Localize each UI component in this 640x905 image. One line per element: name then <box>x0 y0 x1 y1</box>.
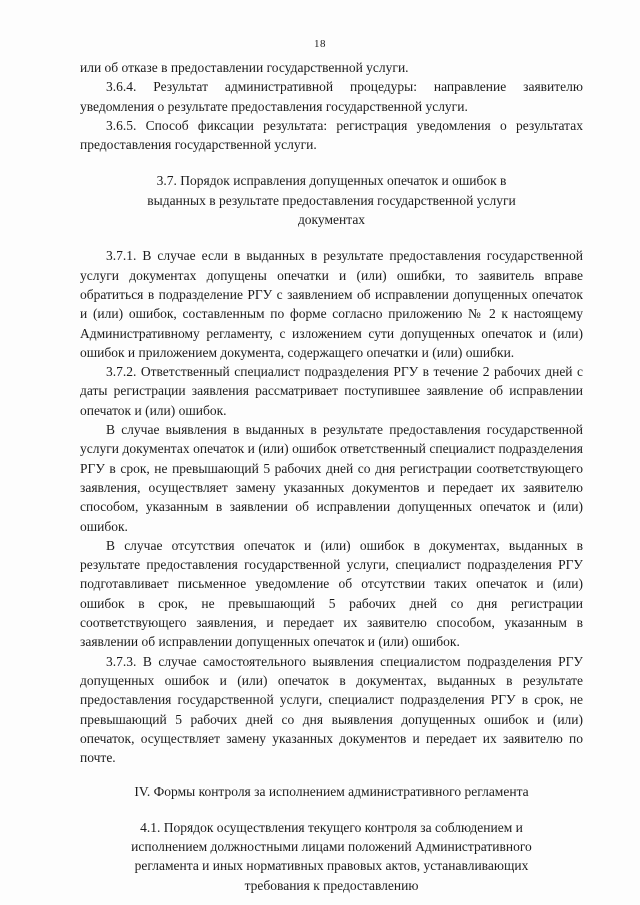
page-number: 18 <box>314 38 326 50</box>
subsection-heading-4-1: 4.1. Порядок осуществления текущего контроля за соблюдением и исполнением должностными лицами положений Административного регламента и иных нормативных правовых актов, устанавливающих требования к предоставлению <box>131 819 532 893</box>
paragraph-3-7-2-no-errors: В случае отсутствия опечаток и (или) ошибок в документах, выданных в результате предоставления государственной услуги, специалист подразделения РГУ подготавливает письменное уведомление об отсутствии таких опечаток и (или) ошибок в срок, не превышающий 5 рабочих дней со дня регистрации соответствующего заявления, и передает их заявителю способом, указанным в заявлении об исправлении допущенных опечаток и (или) ошибок. <box>80 537 583 650</box>
paragraph-continuation: или об отказе в предоставлении государственной услуги. <box>80 60 409 75</box>
paragraph-3-7-1: 3.7.1. В случае если в выданных в результате предоставления государственной услуги документах допущены опечатки и (или) ошибки, то заявитель вправе обратиться в подразделение РГУ с заявлением об исправлении допущенных опечаток и (или) ошибок, составленным по форме согласно приложению № 2 к настоящему Административному регламенту, с изложением сути допущенных опечаток и (или) ошибок и приложением документа, содержащего опечатки и (или) ошибки. <box>80 248 583 360</box>
paragraph-3-6-5: 3.6.5. Способ фиксации результата: регистрация уведомления о результатах предоставления государственной услуги. <box>80 117 583 153</box>
paragraph-3-6-4: 3.6.4. Результат административной процедуры: направление заявителю уведомления о результате предоставления государственной услуги. <box>80 79 583 114</box>
document-body <box>80 58 583 895</box>
paragraph-3-7-2: 3.7.2. Ответственный специалист подразделения РГУ в течение 2 рабочих дней с даты регистрации заявления рассматривает поступившее заявление об исправлении опечаток и (или) ошибок. <box>80 364 583 418</box>
paragraph-3-7-3: 3.7.3. В случае самостоятельного выявления специалистом подразделения РГУ допущенных ошибок и (или) опечаток в документах, выданных в результате предоставления государственной услуги, специалист подразделения РГУ в срок, не превышающий 5 рабочих дней со дня выявления допущенных ошибок и (или) опечаток, осуществляет замену указанных документов и передает их заявителю по почте. <box>80 653 583 766</box>
section-heading-iv: IV. Формы контроля за исполнением административного регламента <box>134 784 529 800</box>
paragraph-3-7-2-errors-found: В случае выявления в выданных в результате предоставления государственной услуги документах опечаток и (или) ошибок ответственный специалист подразделения РГУ в срок, не превышающий 5 рабочих дней со дня регистрации соответствующего заявления, осуществляет замену указанных документов и передает их заявителю способом, указанным в заявлении об исправлении допущенных опечаток и (или) ошибок. <box>80 422 583 534</box>
section-heading-3-7: 3.7. Порядок исправления допущенных опечаток и ошибок в выданных в результате предоставления государственной услуги документах <box>147 173 516 228</box>
